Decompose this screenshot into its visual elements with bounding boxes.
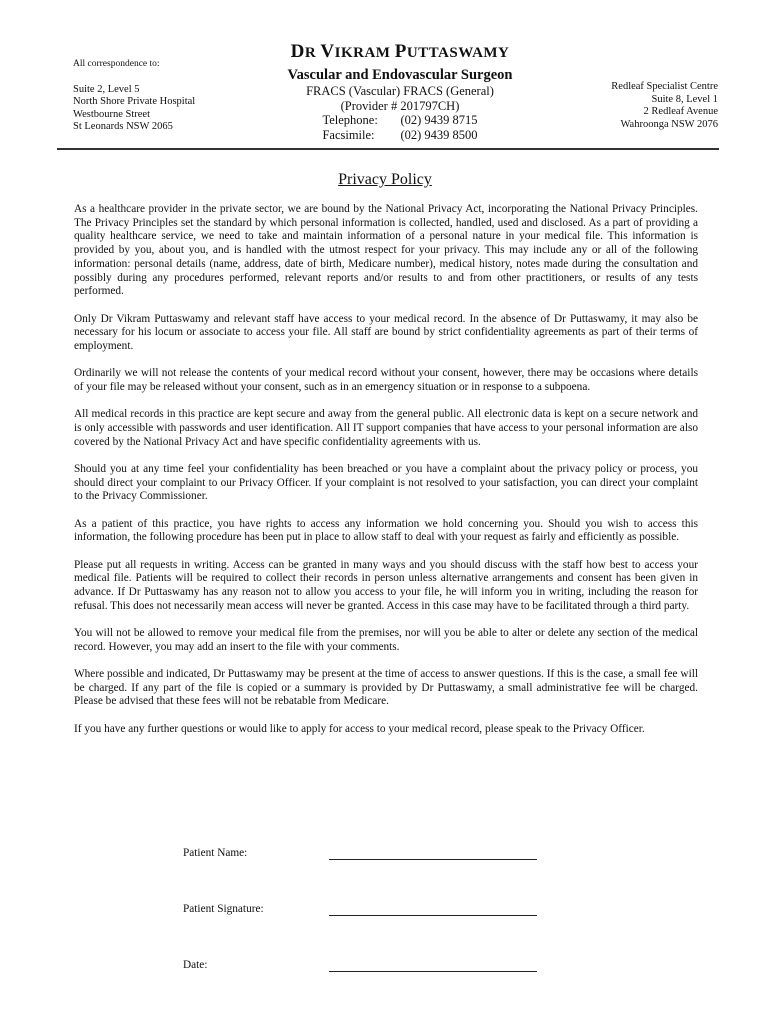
date-field[interactable] xyxy=(329,959,537,972)
facsimile-label: Facsimile: xyxy=(322,128,375,142)
policy-paragraph: Only Dr Vikram Puttaswamy and relevant staff have access to your medical record. In the absence of Dr Puttaswamy, it may also be necessary for his locum or associate to access your file. All staff are bound by strict confidentiality agreements as part of their terms of employment. xyxy=(74,312,698,352)
policy-body xyxy=(74,203,698,750)
left-address-block xyxy=(73,58,195,134)
date-label: Date: xyxy=(183,959,208,971)
policy-paragraph: Please put all requests in writing. Access can be granted in many ways and you should discuss with the staff how best to access your medical file. Patients will be required to collect their records in person unless alternative arrangements and consent has been given in advance. If Dr Puttaswamy has any reason not to allow you access to your file, he will inform you in writing, including the reason for refusal. This does not necessarily mean access will never be granted. Access in this case may have to be facilitated through a third party. xyxy=(74,558,698,612)
policy-paragraph: Where possible and indicated, Dr Puttaswamy may be present at the time of access to answer questions. If this is the case, a small fee will be charged. If any part of the file is copied or a summary is provided by Dr Puttaswamy, a small administrative fee will be charged. Please be advised that these fees will not be rebatable from Medicare. xyxy=(74,668,698,708)
right-address-line: Suite 8, Level 1 xyxy=(651,93,718,105)
telephone-number: (02) 9439 8715 xyxy=(400,113,478,127)
policy-paragraph: Should you at any time feel your confidentiality has been breached or you have a complaint about the privacy policy or process, you should direct your complaint to our Privacy Officer. If your complaint is not resolved to your satisfaction, you can direct your complaint to the Privacy Commissioner. xyxy=(74,462,698,503)
date-row xyxy=(183,959,537,972)
doctor-name: DR VIKRAM PUTTASWAMY xyxy=(290,41,510,62)
policy-paragraph: As a healthcare provider in the private sector, we are bound by the National Privacy Act, incorporating the National Privacy Principles. The Privacy Principles set the standard by which personal information is collected, handled, used and disclosed. As a part of providing a quality healthcare service, we need to take and maintain information of a personal nature in your medical file. This information is provided by you, about you, and is handled with the utmost respect for your privacy. This may include any or all of the following information: personal details (name, address, date of birth, Medicare number), medical history, notes made during the consultation and possibly during any procedures performed, relevant reports and/or results to and from other practitioners, or results of any tests performed. xyxy=(74,203,698,298)
policy-paragraph: All medical records in this practice are kept secure and away from the general public. All electronic data is kept on a secure network and is only accessible with passwords and user identification. All IT support companies that have access to your personal information are also covered by the National Privacy Act and have specific confidentiality agreements with us. xyxy=(74,408,698,448)
right-address-line: Redleaf Specialist Centre xyxy=(611,81,718,92)
telephone-label: Telephone: xyxy=(322,113,378,127)
patient-signature-field[interactable] xyxy=(329,903,537,916)
left-address-line: North Shore Private Hospital xyxy=(73,96,196,107)
policy-paragraph: You will not be allowed to remove your medical file from the premises, nor will you be able to alter or delete any section of the medical record. However, you may add an insert to the file with your comments. xyxy=(74,627,698,653)
left-address-line: St Leonards NSW 2065 xyxy=(73,121,173,132)
policy-paragraph: As a patient of this practice, you have rights to access any information we hold concerning you. Should you wish to access this information, the following procedure has been put in place to allow staff to deal with your request as fairly and efficiently as possible. xyxy=(74,517,698,544)
document-title: Privacy Policy xyxy=(338,171,432,188)
header-divider xyxy=(57,148,719,150)
policy-paragraph: Ordinarily we will not release the contents of your medical record without your consent, however, there may be occasions where details of your file may be released without your consent, such as in an emergency situation or in response to a subpoena. xyxy=(74,367,698,393)
facsimile-row xyxy=(240,128,560,143)
right-address-block xyxy=(611,81,718,131)
patient-signature-label: Patient Signature: xyxy=(183,903,264,915)
left-address-line: Westbourne Street xyxy=(73,108,151,120)
correspondence-label: All correspondence to: xyxy=(73,59,160,69)
doctor-specialty: Vascular and Endovascular Surgeon xyxy=(287,67,513,83)
patient-name-field[interactable] xyxy=(329,847,537,860)
patient-name-row xyxy=(183,847,537,860)
facsimile-number: (02) 9439 8500 xyxy=(400,128,478,142)
qualifications: FRACS (Vascular) FRACS (General) xyxy=(306,84,494,98)
policy-paragraph: If you have any further questions or would like to apply for access to your medical record, please speak to the Privacy Officer. xyxy=(74,722,645,735)
right-address-line: Wahroonga NSW 2076 xyxy=(620,118,718,130)
patient-signature-row xyxy=(183,903,537,916)
patient-name-label: Patient Name: xyxy=(183,847,248,859)
left-address-line: Suite 2, Level 5 xyxy=(73,83,140,95)
right-address-line: 2 Redleaf Avenue xyxy=(643,106,718,117)
telephone-row xyxy=(240,113,560,128)
letterhead-center xyxy=(240,40,560,143)
provider-number: (Provider # 201797CH) xyxy=(340,98,460,113)
